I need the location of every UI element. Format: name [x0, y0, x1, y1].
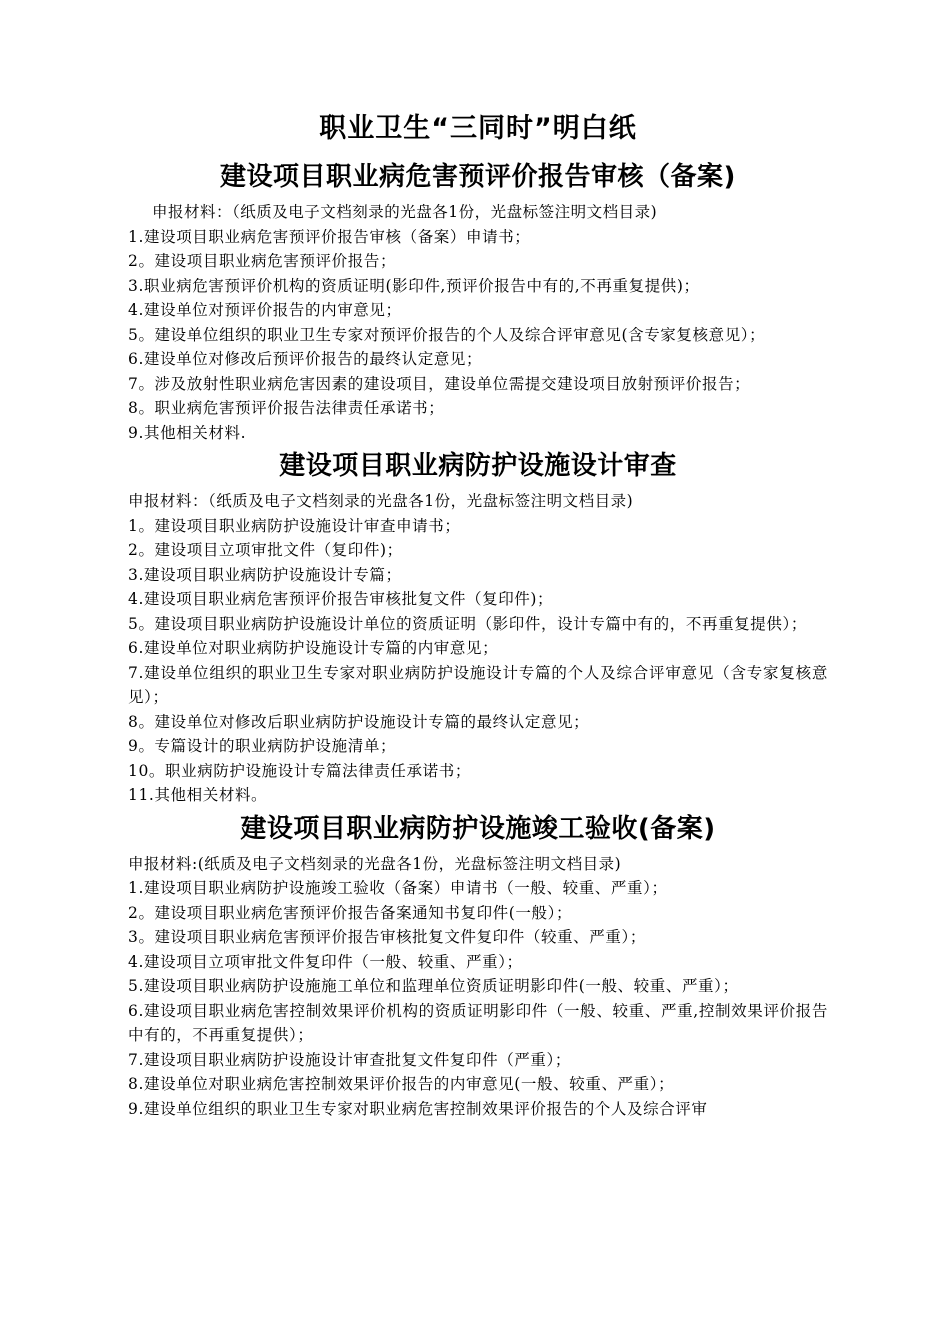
list-item: 5.建设项目职业病防护设施施工单位和监理单位资质证明影印件(一般、较重、严重）； [128, 977, 739, 995]
list-item: 8。职业病危害预评价报告法律责任承诺书； [128, 399, 445, 417]
document-page [128, 100, 828, 1121]
requirements-list [128, 876, 828, 1121]
list-item: 10。职业病防护设施设计专篇法律责任承诺书； [128, 761, 471, 780]
list-item: 5。建设单位组织的职业卫生专家对预评价报告的个人及综合评审意见(含专家复核意见）； [128, 325, 766, 344]
list-item: 9。专篇设计的职业病防护设施清单； [128, 737, 397, 755]
section-intro: 申报材料：（纸质及电子文档刻录的光盘各1份，光盘标签注明文档目录) [152, 203, 658, 221]
list-item: 6.建设单位对职业病防护设施设计专篇的内审意见； [128, 639, 499, 657]
list-item: 9.建设单位组织的职业卫生专家对职业病危害控制效果评价报告的个人及综合评审 [128, 1099, 708, 1118]
list-item: 2。建设项目职业病危害预评价报告； [128, 252, 397, 270]
list-item: 1.建设项目职业病防护设施竣工验收（备案）申请书（一般、较重、严重）； [128, 879, 668, 897]
list-item: 7。涉及放射性职业病危害因素的建设项目，建设单位需提交建设项目放射预评价报告； [128, 374, 751, 393]
list-item: 8.建设单位对职业病危害控制效果评价报告的内审意见(一般、较重、严重）； [128, 1075, 675, 1093]
list-item: 9.其他相关材料. [128, 423, 247, 442]
list-item: 3.职业病危害预评价机构的资质证明(影印件,预评价报告中有的,不再重复提供)； [128, 276, 700, 295]
section-heading-design-review: 建设项目职业病防护设施设计审查 [279, 451, 677, 481]
list-item: 1。建设项目职业病防护设施设计审查申请书； [128, 516, 461, 535]
list-item: 6.建设项目职业病危害控制效果评价机构的资质证明影印件（一般、较重、严重,控制效果评价报告中有的，不再重复提供）； [128, 1001, 828, 1044]
list-item: 1.建设项目职业病危害预评价报告审核（备案）申请书； [128, 227, 531, 246]
list-item: 7.建设单位组织的职业卫生专家对职业病防护设施设计专篇的个人及综合评审意见（含专家复核意见）； [128, 663, 828, 706]
list-item: 8。建设单位对修改后职业病防护设施设计专篇的最终认定意见； [128, 712, 590, 731]
list-item: 3。建设项目职业病危害预评价报告审核批复文件复印件（较重、严重）； [128, 928, 646, 946]
list-item: 4.建设项目职业病危害预评价报告审核批复文件（复印件)； [128, 590, 554, 608]
requirements-list [128, 225, 828, 446]
list-item: 4.建设单位对预评价报告的内审意见； [128, 301, 402, 319]
list-item: 5。建设项目职业病防护设施设计单位的资质证明（影印件，设计专篇中有的，不再重复提供）； [128, 614, 807, 633]
list-item: 2。建设项目职业病危害预评价报告备案通知书复印件(一般）； [128, 903, 573, 922]
list-item: 7.建设项目职业病防护设施设计审查批复文件复印件（严重）； [128, 1050, 571, 1069]
list-item: 2。建设项目立项审批文件（复印件)； [128, 541, 403, 559]
list-item: 3.建设项目职业病防护设施设计专篇； [128, 565, 402, 584]
list-item: 6.建设单位对修改后预评价报告的最终认定意见； [128, 350, 483, 368]
section-heading-completion-acceptance: 建设项目职业病防护设施竣工验收(备案) [240, 813, 716, 844]
requirements-list [128, 514, 828, 808]
list-item: 11.其他相关材料。 [128, 786, 268, 804]
section-intro: 申报材料：（纸质及电子文档刻录的光盘各1份，光盘标签注明文档目录) [128, 492, 634, 510]
section-heading-pre-assessment: 建设项目职业病危害预评价报告审核（备案) [220, 162, 736, 192]
list-item: 4.建设项目立项审批文件复印件（一般、较重、严重）； [128, 952, 523, 971]
section-intro: 申报材料:(纸质及电子文档刻录的光盘各1份，光盘标签注明文档目录) [128, 854, 622, 873]
document-title: 职业卫生“三同时”明白纸 [319, 113, 637, 144]
